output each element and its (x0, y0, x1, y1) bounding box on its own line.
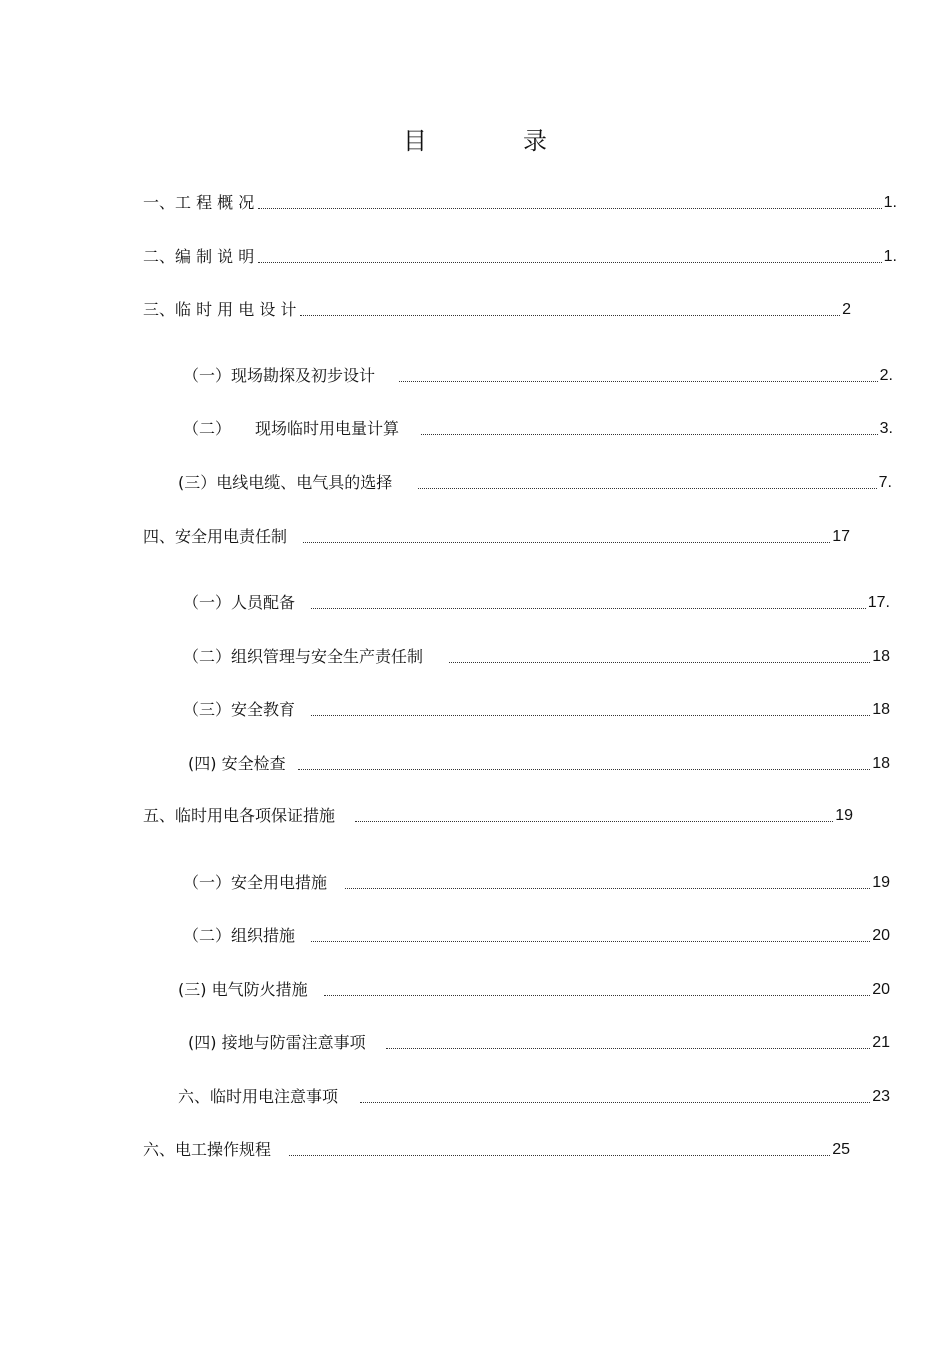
toc-entry-label: （一）现场勘探及初步设计 (183, 366, 376, 385)
toc-entry[interactable] (143, 1135, 850, 1161)
toc-entry[interactable] (183, 642, 890, 668)
toc-page-number: 23 (872, 1088, 890, 1105)
toc-dot-leader (324, 995, 871, 996)
toc-entry[interactable] (188, 749, 890, 775)
toc-dot-leader (421, 434, 878, 435)
toc-entry-label: （二）组织管理与安全生产责任制 (183, 647, 424, 666)
toc-page-number: 19 (835, 807, 853, 824)
toc-entry-label: (四) 安全检查 (188, 754, 286, 773)
toc-page-number: 2. (879, 367, 893, 384)
toc-entry[interactable] (178, 468, 892, 494)
toc-page-number: 20 (872, 927, 890, 944)
toc-entry[interactable] (183, 695, 890, 721)
toc-page-number: 17. (867, 594, 890, 611)
toc-entry[interactable] (143, 242, 897, 268)
toc-dot-leader (311, 608, 866, 609)
toc-entry[interactable] (183, 588, 890, 614)
toc-entry[interactable] (178, 975, 890, 1001)
toc-entry-label: 四、安全用电责任制 (143, 527, 288, 546)
toc-dot-leader (311, 715, 870, 716)
toc-page-number: 2 (842, 301, 851, 318)
toc-dot-leader (298, 769, 871, 770)
toc-entry-label: 二、编 制 说 明 (143, 247, 255, 266)
toc-entry-label: （一）人员配备 (183, 593, 296, 612)
toc-dot-leader (355, 821, 833, 822)
toc-page-number: 20 (872, 981, 890, 998)
toc-page-number: 17 (832, 528, 850, 545)
toc-dot-leader (399, 381, 878, 382)
toc-entry[interactable] (188, 1028, 890, 1054)
toc-entry[interactable] (183, 868, 890, 894)
title-char-1: 目 (403, 127, 427, 155)
toc-entry-label: (三）电线电缆、电气具的选择 (178, 473, 393, 492)
toc-page-number: 25 (832, 1141, 850, 1158)
toc-dot-leader (311, 941, 870, 942)
toc-dot-leader (386, 1048, 871, 1049)
toc-entry-label: (三) 电气防火措施 (178, 980, 308, 999)
toc-entry-label: 六、临时用电注意事项 (178, 1087, 339, 1106)
toc-page-number: 3. (879, 420, 893, 437)
toc-page-number: 7. (878, 474, 892, 491)
toc-entry-label: （三）安全教育 (183, 700, 296, 719)
toc-entry[interactable] (143, 295, 851, 321)
toc-entry-label: (四) 接地与防雷注意事项 (188, 1033, 366, 1052)
toc-dot-leader (303, 542, 830, 543)
toc-dot-leader (449, 662, 870, 663)
toc-entry-label: （一）安全用电措施 (183, 873, 328, 892)
toc-entry-label: 三、临 时 用 电 设 计 (143, 300, 297, 319)
toc-page-number: 1. (883, 248, 897, 265)
toc-entry[interactable] (143, 188, 897, 214)
toc-entry[interactable] (183, 414, 893, 440)
toc-page-number: 18 (872, 755, 890, 772)
toc-entry[interactable] (183, 921, 890, 947)
toc-page-number: 18 (872, 701, 890, 718)
toc-title (0, 124, 950, 158)
toc-entry-label: 六、电工操作规程 (143, 1140, 272, 1159)
toc-dot-leader (258, 262, 881, 263)
toc-entry[interactable] (178, 1082, 890, 1108)
toc-entry[interactable] (183, 361, 893, 387)
toc-page-number: 18 (872, 648, 890, 665)
toc-entry-label: 一、工 程 概 况 (143, 193, 255, 212)
toc-entry[interactable] (143, 801, 853, 827)
toc-entry-label: （二）组织措施 (183, 926, 296, 945)
toc-dot-leader (418, 488, 876, 489)
toc-dot-leader (345, 888, 870, 889)
toc-dot-leader (360, 1102, 870, 1103)
toc-dot-leader (289, 1155, 830, 1156)
toc-dot-leader (300, 315, 840, 316)
toc-page-number: 21 (872, 1034, 890, 1051)
toc-page-number: 19 (872, 874, 890, 891)
toc-entry-label: （二） 现场临时用电量计算 (183, 419, 400, 438)
title-char-2: 录 (523, 127, 547, 155)
toc-entry[interactable] (143, 522, 850, 548)
toc-dot-leader (258, 208, 881, 209)
toc-entry-label: 五、临时用电各项保证措施 (143, 806, 336, 825)
toc-page-number: 1. (883, 194, 897, 211)
